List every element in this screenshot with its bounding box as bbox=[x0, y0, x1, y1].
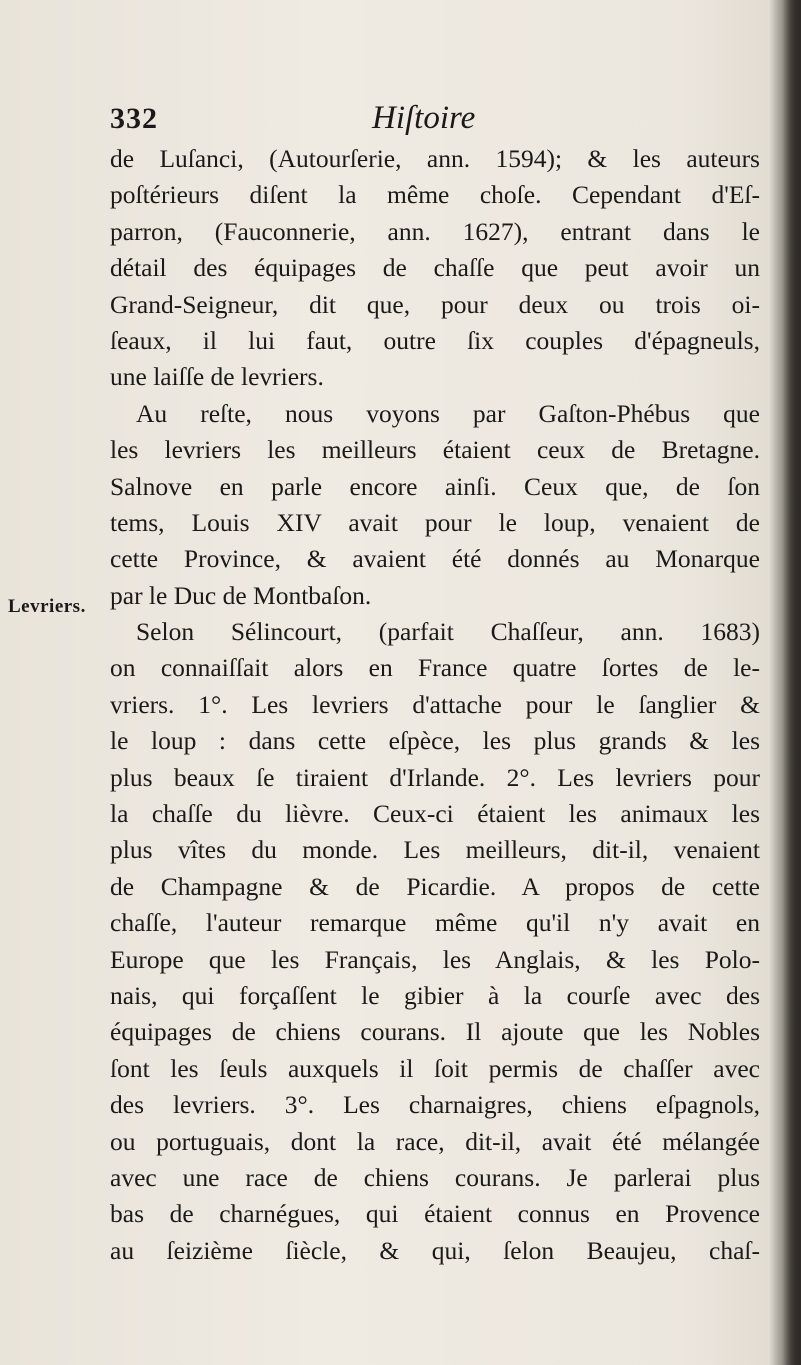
text-line: de Luſanci, (Autourſerie, ann. 1594); & les auteurs bbox=[110, 144, 760, 173]
text-line: équipages de chiens courans. Il ajoute que les Nobles bbox=[110, 1017, 760, 1047]
text-line: le loup : dans cette eſpèce, les plus grands & les bbox=[110, 726, 760, 756]
text-line: chaſſe, l'auteur remarque même qu'il n'y avait en bbox=[110, 908, 760, 938]
text-line: parron, (Fauconnerie, ann. 1627), entrant dans le bbox=[110, 216, 760, 246]
text-line: cette Province, & avaient été donnés au Monarque bbox=[110, 544, 760, 574]
text-line: une laiſſe de levriers. bbox=[110, 362, 324, 392]
text-line: on connaiſſait alors en France quatre ſortes de le- bbox=[110, 653, 760, 683]
text-line: plus vîtes du monde. Les meilleurs, dit-il, venaient bbox=[110, 835, 760, 865]
text-line: tems, Louis XIV avait pour le loup, venaient de bbox=[110, 507, 760, 537]
text-line: Au reſte, nous voyons par Gaſton-Phébus que bbox=[136, 398, 760, 428]
text-line: au ſeizième ſiècle, & qui, ſelon Beaujeu, chaſ- bbox=[110, 1235, 760, 1265]
text-line: ſeaux, il lui faut, outre ſix couples d'épagneuls, bbox=[110, 325, 760, 355]
text-line: ſont les ſeuls auxquels il ſoit permis de chaſſer avec bbox=[110, 1053, 760, 1083]
text-line: nais, qui forçaſſent le gibier à la courſe avec des bbox=[110, 980, 760, 1010]
margin-note: Levriers. bbox=[8, 596, 86, 617]
text-line: poſtérieurs diſent la même choſe. Cependant d'Eſ- bbox=[110, 180, 760, 210]
body-text bbox=[110, 141, 760, 1269]
page-header bbox=[110, 100, 750, 142]
text-line: des levriers. 3°. Les charnaigres, chiens eſpagnols, bbox=[110, 1090, 760, 1120]
text-line: vriers. 1°. Les levriers d'attache pour le ſanglier & bbox=[110, 689, 760, 719]
text-line: Europe que les Français, les Anglais, & les Polo- bbox=[110, 944, 760, 974]
text-line: détail des équipages de chaſſe que peut avoir un bbox=[110, 253, 760, 283]
text-line: par le Duc de Montbaſon. bbox=[110, 580, 372, 610]
text-line: avec une race de chiens courans. Je parlerai plus bbox=[110, 1162, 760, 1192]
text-line: la chaſſe du lièvre. Ceux-ci étaient les animaux les bbox=[110, 799, 760, 829]
page-edge-shadow bbox=[783, 0, 801, 1365]
page-number: 332 bbox=[110, 102, 158, 135]
running-head: Hiſtoire bbox=[372, 100, 476, 136]
text-line: bas de charnégues, qui étaient connus en Provence bbox=[110, 1199, 760, 1229]
text-line: ou portuguais, dont la race, dit-il, avait été mélangée bbox=[110, 1126, 760, 1156]
text-line: Grand-Seigneur, dit que, pour deux ou trois oi- bbox=[110, 289, 760, 319]
text-line: Salnove en parle encore ainſi. Ceux que, de ſon bbox=[110, 471, 760, 501]
text-line: de Champagne & de Picardie. A propos de cette bbox=[110, 871, 760, 901]
text-line: Selon Sélincourt, (parfait Chaſſeur, ann. 1683) bbox=[136, 617, 760, 647]
text-line: plus beaux ſe tiraient d'Irlande. 2°. Les levriers pour bbox=[110, 762, 760, 792]
text-line: les levriers les meilleurs étaient ceux de Bretagne. bbox=[110, 435, 760, 465]
